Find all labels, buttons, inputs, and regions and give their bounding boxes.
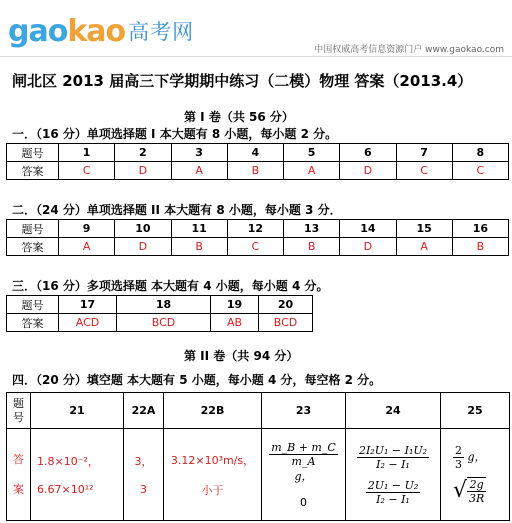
answer-cell: A xyxy=(284,162,340,180)
row-label-num: 题号 xyxy=(7,220,59,238)
question-number: 6 xyxy=(340,144,396,162)
row-label-num: 题号 xyxy=(7,296,59,314)
question-number: 12 xyxy=(227,220,283,238)
row-label-ans: 答案 xyxy=(7,238,59,256)
answer-cell: BCD xyxy=(259,314,313,332)
row-label-ans: 答案 xyxy=(7,429,31,521)
answer-cell: ACD xyxy=(59,314,117,332)
question-number: 9 xyxy=(59,220,115,238)
answer-22a-part1: 3， xyxy=(134,455,153,468)
sqrt-icon: √ xyxy=(453,478,468,503)
question-number: 2 xyxy=(115,144,171,162)
section-3-table xyxy=(6,295,313,332)
answer-24-part2: $\frac{\text{2U₁ − U₂}}{\text{I₂ − I₁}}$ xyxy=(367,478,419,506)
logo-text: gaokao xyxy=(8,13,126,49)
table-row xyxy=(7,238,509,256)
question-number: 7 xyxy=(396,144,452,162)
question-number: 20 xyxy=(259,296,313,314)
logo xyxy=(8,14,194,48)
question-number: 25 xyxy=(441,393,510,429)
volume-2-heading: 第 II 卷（共 94 分） xyxy=(184,349,299,363)
question-number: 23 xyxy=(262,393,346,429)
answer-25-part1: $\frac{2}{3}$ g， xyxy=(455,444,486,471)
answer-cell: C xyxy=(227,238,283,256)
row-label-num: 题号 xyxy=(7,393,31,429)
question-number: 8 xyxy=(452,144,508,162)
section-3-heading: 三．（16 分）多项选择题 本大题有 4 小题，每小题 4 分。 xyxy=(12,279,329,293)
answer-21 xyxy=(31,429,124,521)
answer-cell: B xyxy=(171,238,227,256)
answer-23-fraction: $\frac{m\_B + m\_C}{m\_A}$ xyxy=(271,440,336,468)
question-number: 19 xyxy=(211,296,259,314)
answer-25-part2: √ $\frac{2g}{3R}$ xyxy=(453,478,485,505)
answer-24 xyxy=(346,429,441,521)
page-title: 闸北区 2013 届高三下学期期中练习（二模）物理 答案（2013.4） xyxy=(12,72,473,90)
table-row xyxy=(7,296,313,314)
answer-cell: D xyxy=(115,238,171,256)
answer-cell: C xyxy=(396,162,452,180)
question-number: 15 xyxy=(396,220,452,238)
question-number: 22A xyxy=(124,393,164,429)
question-number: 22B xyxy=(164,393,262,429)
answer-21-part2: 6.67×10¹² xyxy=(37,483,94,496)
question-number: 14 xyxy=(340,220,396,238)
answer-22b-part2: 小于 xyxy=(201,483,224,497)
section-1-heading: 一．（16 分）单项选择题 I 本大题有 8 小题，每小题 2 分。 xyxy=(12,127,338,141)
table-row xyxy=(7,162,509,180)
section-4-heading: 四．（20 分）填空题 本大题有 5 小题，每小题 4 分，每空格 2 分。 xyxy=(12,373,382,387)
answer-22a-part2: 3 xyxy=(140,483,147,496)
question-number: 1 xyxy=(59,144,115,162)
logo-cn-text: 高考网 xyxy=(128,20,195,44)
answer-cell: AB xyxy=(211,314,259,332)
answer-cell: D xyxy=(115,162,171,180)
answer-cell: C xyxy=(59,162,115,180)
row-label-num: 题号 xyxy=(7,144,59,162)
question-number: 18 xyxy=(117,296,211,314)
question-number: 17 xyxy=(59,296,117,314)
answer-cell: B xyxy=(284,238,340,256)
answer-cell: D xyxy=(340,162,396,180)
answer-cell: B xyxy=(227,162,283,180)
volume-1-heading: 第 I 卷（共 56 分） xyxy=(184,110,294,124)
answer-24-part1: $\frac{\text{2I₂U₁ − I₁U₂}}{\text{I₂ − I₁}}$ xyxy=(358,443,428,471)
section-2-heading: 二．（24 分）单项选择题 II 本大题有 8 小题，每小题 3 分． xyxy=(12,203,342,217)
header-divider xyxy=(0,56,512,57)
row-label-ans: 答案 xyxy=(7,162,59,180)
answer-23-part2: 0 xyxy=(300,495,307,509)
answer-cell: D xyxy=(340,238,396,256)
answer-cell: B xyxy=(452,238,508,256)
section-1-table xyxy=(6,143,509,180)
answer-21-part1: 1.8×10⁻²， xyxy=(37,455,99,468)
table-row xyxy=(7,393,510,429)
answer-22a xyxy=(124,429,164,521)
answer-cell: A xyxy=(171,162,227,180)
question-number: 16 xyxy=(452,220,508,238)
answer-cell: BCD xyxy=(117,314,211,332)
question-number: 11 xyxy=(171,220,227,238)
question-number: 10 xyxy=(115,220,171,238)
question-number: 5 xyxy=(284,144,340,162)
question-number: 4 xyxy=(227,144,283,162)
answer-23 xyxy=(262,429,346,521)
section-4-table xyxy=(6,392,510,521)
answer-22b xyxy=(164,429,262,521)
answer-25 xyxy=(441,429,510,521)
answer-cell: A xyxy=(396,238,452,256)
row-label-ans: 答案 xyxy=(7,314,59,332)
question-number: 24 xyxy=(346,393,441,429)
question-number: 13 xyxy=(284,220,340,238)
table-row xyxy=(7,144,509,162)
question-number: 21 xyxy=(31,393,124,429)
table-row xyxy=(7,314,313,332)
section-2-table xyxy=(6,219,509,256)
table-row xyxy=(7,220,509,238)
answer-cell: A xyxy=(59,238,115,256)
answer-22b-part1: 3.12×10³m/s， xyxy=(170,453,255,467)
answer-cell: C xyxy=(452,162,508,180)
answer-23-part1: $\frac{m\_B + m\_C}{m\_A}$ g， xyxy=(271,440,336,483)
question-number: 3 xyxy=(171,144,227,162)
tagline: 中国权威高考信息资源门户 www.gaokao.com xyxy=(314,45,504,55)
table-row xyxy=(7,429,510,521)
